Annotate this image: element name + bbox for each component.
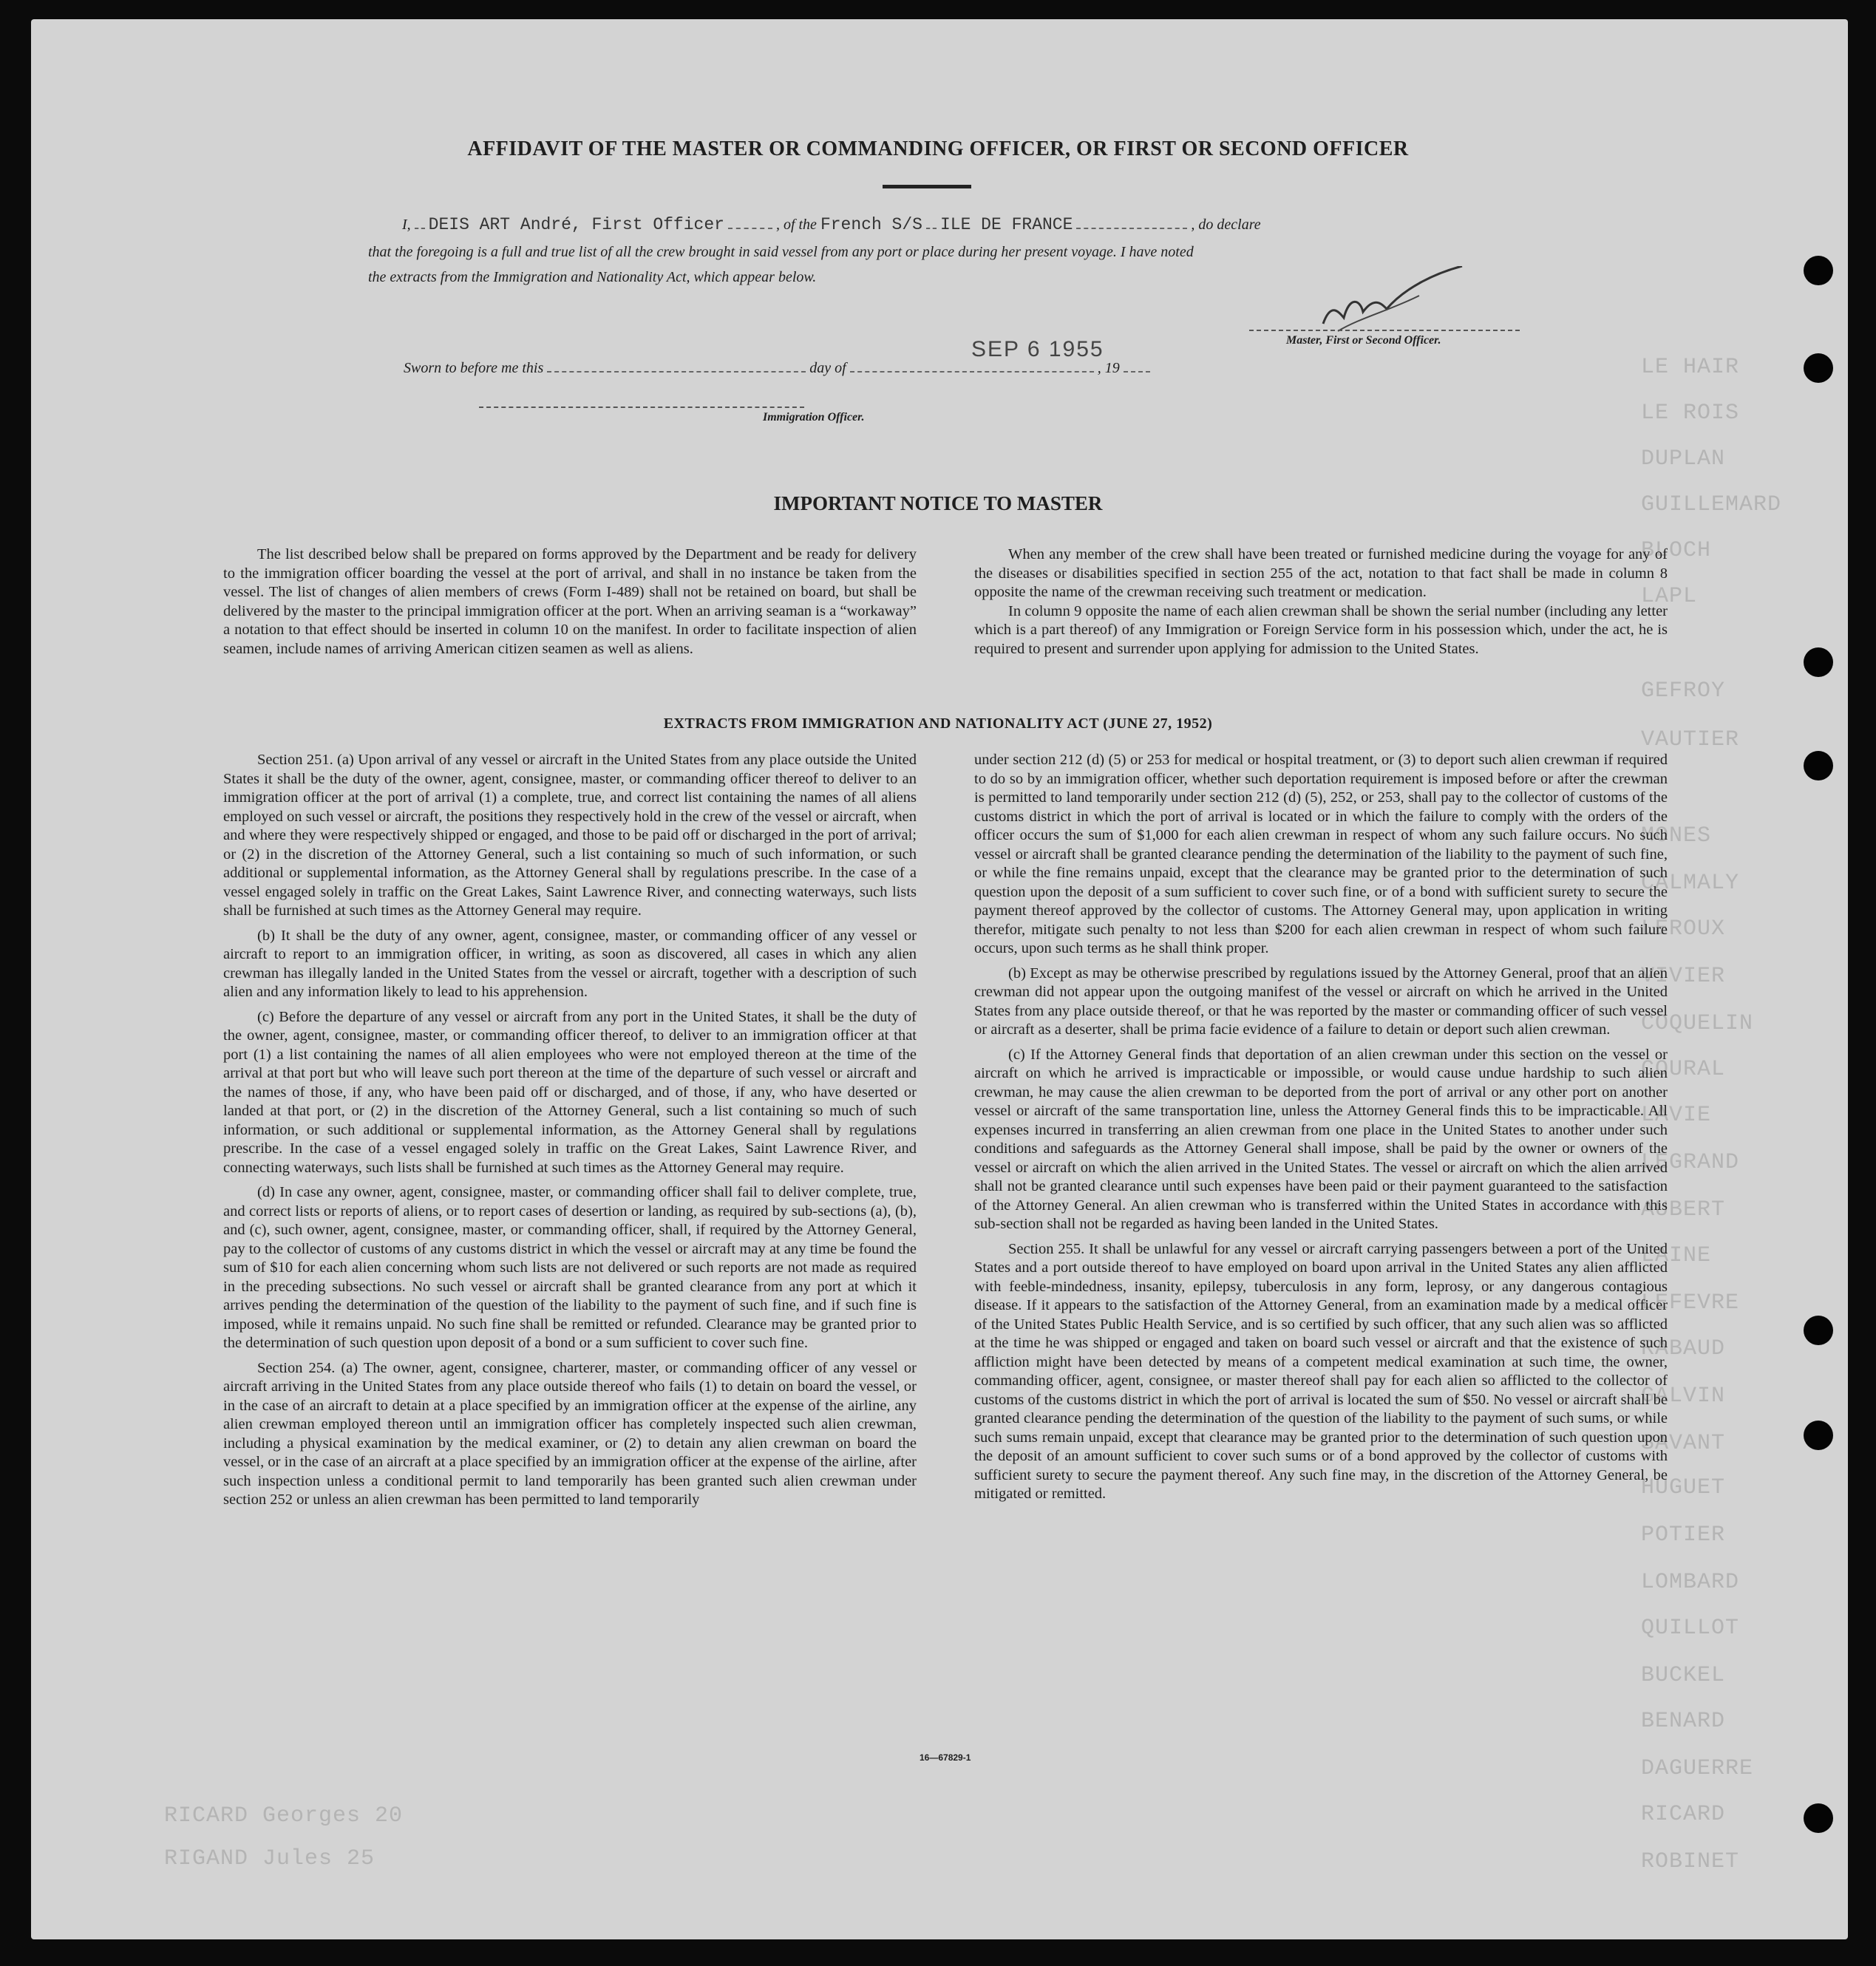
immigration-officer-line — [479, 407, 804, 408]
extract-paragraph: (c) Before the departure of any vessel or aircraft from any port in the United States, it shall be the duty of the owner, agent, consignee, master, or commanding officer thereof, to deliver to an immigration officer at that port (1) a list containing the names of all alien employees who were not employed thereon at the time of the arrival at that port but who will leave such port thereon at the time of the departure of such vessel or aircraft and the names of those, if any, who have been paid off or discharged, and of those, if any, who have deserted or landed at that port, or (2) in the discretion of the Attorney General, such a list containing so much of such information, or such additional or supplemental information, as the Attorney General shall by regulations prescribe. In the case of a vessel engaged solely in traffic on the Great Lakes, Saint Lawrence River, and connecting waterways, such lists shall be furnished at such times as the Attorney General may require. — [223, 1008, 917, 1176]
punch-hole — [1804, 256, 1833, 285]
extract-paragraph: (c) If the Attorney General finds that deportation of an alien crewman under this section on the vessel or aircraft on which he arrived is impracticable or impossible, or would cause undue hardship to such alien crewman, he may cause the alien crewman to be deported from the port of arrival or any other port on another vessel or aircraft of the same transportation line, unless the Attorney General finds this to be impracticable. All expenses incurred in transferring an alien crewman from one place in the United States to another under such conditions and safeguards as the Attorney General shall impose, shall be paid by the owner or owners of the vessel or aircraft on which the alien arrived in the United States. The vessel or aircraft on which the alien arrived shall not be granted clearance until such expenses have been paid or their payment guaranteed to the satisfaction of the Attorney General. An alien crewman who is transferred within the United States in accordance with this sub-section shall not be regarded as having been landed in the United States. — [974, 1046, 1668, 1232]
declaration-line — [402, 214, 1261, 234]
punch-hole — [1804, 1421, 1833, 1450]
year-label: , 19 — [1097, 360, 1120, 376]
notice-right-column — [974, 545, 1668, 664]
extracts-left-column — [223, 751, 917, 1516]
notice-left-column — [223, 545, 917, 664]
affidavit-title: AFFIDAVIT OF THE MASTER OR COMMANDING OFFICER, OR FIRST OR SECOND OFFICER — [467, 137, 1409, 160]
declaration-line-3: the extracts from the Immigration and Nationality Act, which appear below. — [368, 269, 817, 285]
declaration-prefix: I, — [402, 217, 411, 233]
notice-paragraph: In column 9 opposite the name of each alien crewman shall be shown the serial number (including any letter which is a part thereof) of any Immigration or Foreign Service form in his possession which, under the act, he is required to present and surrender upon applying for admission to the United States. — [974, 602, 1668, 657]
extract-paragraph: (d) In case any owner, agent, consignee, master, or commanding officer shall fail to deliver complete, true, and correct lists or reports of aliens, or to report cases of desertion or landing, as required by sub-sections (a), (b), and (c), such owner, agent, consignee, master, or commanding officer, shall, if required by the Attorney General, pay to the collector of customs of any customs district in which the vessel or aircraft may at any time be found the sum of $10 for each alien concerning whom such lists are not delivered or such reports are not made as required in the preceding subsections. No such vessel or aircraft shall be granted clearance from any port at which it arrives pending the determination of the question of the liability to the payment of such fine, and if such fine is imposed, while it remains unpaid. No such fine shall be remitted or refunded. Clearance may be granted prior to the determination of such question upon deposit of a bond or a sum sufficient to cover such fine. — [223, 1184, 917, 1351]
punch-hole — [1804, 353, 1833, 383]
punch-hole — [1804, 647, 1833, 677]
notice-paragraph: When any member of the crew shall have been treated or furnished medicine during the voyage for any of the diseases or disabilities specified in section 255 of the act, notation to that fact shall be made in column 8 opposite the name of the crewman receiving such treatment or medication. — [974, 546, 1668, 600]
signature-line — [1249, 330, 1520, 331]
extracts-right-column — [974, 751, 1668, 1510]
title-rule — [883, 185, 971, 188]
extract-paragraph: under section 212 (d) (5) or 253 for medical or hospital treatment, or (3) to deport such alien crewman if required to do so by an immigration officer, whether such deportation requirement is imposed before or after the crewman is permitted to land temporarily under section 212 (d) (5), 252, or 253, shall pay to the collector of customs of the customs district in which the port of arrival is located or in which the failure to comply with the orders of the officer occurs the sum of $1,000 for each alien crewman in respect of whom any such failure occurs. No such vessel or aircraft shall be granted clearance pending the determination of the liability to the payment of such fine, or while the fine remains unpaid, except that the clearance may be granted prior to the determination of such question upon the deposit of a sum sufficient to cover such fine, or of a bond with sufficient surety to secure the payment thereof approved by the collector of customs. The Attorney General may, upon application in writing therefor, mitigate such penalty to not less than $200 for each alien crewman in respect of whom such failure occurs, upon such terms as he shall think proper. — [974, 752, 1668, 956]
day-of-label: day of — [809, 360, 846, 376]
notice-title: IMPORTANT NOTICE TO MASTER — [773, 492, 1103, 514]
officer-name: DEIS ART André, First Officer — [428, 215, 724, 234]
officer-signature — [1316, 266, 1464, 340]
extract-paragraph: (b) It shall be the duty of any owner, agent, consignee, master, or commanding officer of any vessel or aircraft to report to an immigration officer, in writing, as soon as discovered, all cases in which any alien crewman has illegally landed in the United States from the vessel or aircraft, together with a description of such alien and any information likely to lead to his apprehension. — [223, 927, 917, 1000]
extract-paragraph: Section 254. (a) The owner, agent, consignee, charterer, master, or commanding officer of any vessel or aircraft arriving in the United States from any place outside thereof who fails (1) to detain on board the vessel, or in the case of an aircraft to detain at a place specified by an immigration officer at the expense of the airline, any alien crewman employed thereon until an immigration officer has completely inspected such alien crewman, including a physical examination by the medical examiner, or (2) to detain any alien crewman on board the vessel, or in the case of an aircraft at a place specified by an immigration officer at the expense of the airline, after such inspection unless a conditional permit to land temporarily has been granted such alien crewman under section 252 or unless an alien crewman has been permitted to land temporarily — [223, 1359, 917, 1508]
vessel-name: ILE DE FRANCE — [939, 215, 1073, 234]
extract-paragraph: Section 255. It shall be unlawful for any vessel or aircraft carrying passengers between a port of the United States and a port outside thereof to have employed on board upon arrival in the United States any alien afflicted with feeble-mindedness, insanity, epilepsy, tuberculosis in any form, leprosy, or any dangerous contagious disease. If it appears to the satisfaction of the Attorney General, from an examination made by a medical officer of the United States Public Health Service, and is so certified by such officer, that any such alien was so afflicted at the time he was shipped or engaged and taken on board such vessel or aircraft and that the existence of such affliction might have been detected by means of a competent medical examination at such time, the owner, commanding officer, agent, consignee, or master thereof shall pay for each alien so afflicted to the collector of customs of the customs district in which the port of arrival is located the sum of $50. No vessel or aircraft shall be granted clearance pending the determination of the question of the liability to the payment of such sums, or while such sums remain unpaid, except that clearance may be granted prior to the determination of such question upon the deposit of an amount sufficient to cover such sums or of a bond approved by the collector of customs with sufficient surety to secure the payment thereof. Any such fine may, in the discretion of the Attorney General, be mitigated or remitted. — [974, 1240, 1668, 1502]
punch-hole — [1804, 751, 1833, 780]
punch-hole — [1804, 1803, 1833, 1833]
declaration-line-2: that the foregoing is a full and true list of all the crew brought in said vessel from any port or place during her present voyage. I have noted — [368, 244, 1194, 260]
vessel-nationality: French S/S — [820, 215, 922, 234]
extract-paragraph: Section 251. (a) Upon arrival of any vessel or aircraft in the United States from any place outside the United States it shall be the duty of the owner, agent, consignee, master, or commanding officer thereof to deliver to an immigration officer at the port of arrival (1) a complete, true, and correct list containing the names of all aliens employed on such vessel or aircraft, the positions they respectively hold in the crew of the vessel or aircraft, when and where they were respectively shipped or engaged, and those to be paid off or discharged in the port of arrival; or (2) in the discretion of the Attorney General, such a list containing so much of such information, or such additional or supplemental information, as the Attorney General shall by regulations prescribe. In the case of a vessel engaged solely in traffic on the Great Lakes, Saint Lawrence River, and connecting waterways, such lists shall be furnished at such times as the Attorney General may require. — [223, 752, 917, 919]
date-stamp: SEP 6 1955 — [971, 337, 1104, 361]
document-page: LE HAIR LE ROIS DUPLAN GUILLEMARD BLOCH LAPL GEFROY VAUTIER MONES CALMALY LEROUX VIVIER COQUELIN COURAL LAVIE LEGRAND AUBERT LAINE LEFEVRE RABAUD GALVIN SAVANT HUGUET POTIER LOMBARD QUILLOT BUCKEL BENARD DAGUERRE RICARD ROBINET RICARD Georges 20 RIGAND Jules 25 — [31, 19, 1848, 1939]
signature-caption: Master, First or Second Officer. — [1286, 334, 1441, 347]
extract-paragraph: (b) Except as may be otherwise prescribed by regulations issued by the Attorney General, proof that an alien crewman did not appear upon the outgoing manifest of the vessel or aircraft on which he arrived in the United States from any place outside thereof, or that he was reported by the master or commanding officer of such vessel or aircraft as a deserter, shall be prima facie evidence of a failure to detain or deport such alien crewman. — [974, 965, 1668, 1038]
form-code: 16—67829-1 — [920, 1752, 971, 1763]
sworn-label: Sworn to before me this — [404, 360, 544, 376]
notice-paragraph: The list described below shall be prepared on forms approved by the Department and be ready for delivery to the immigration officer boarding the vessel at the port of arrival, and shall in no instance be taken from the vessel. The list of changes of alien members of crews (Form I-489) shall not be retained on board, but shall be delivered by the master to the principal immigration officer at the port. When an arriving seaman is a “workaway” a notation to that effect should be inserted in column 10 on the manifest. In order to facilitate inspection of alien seamen, include names of arriving American citizen seamen as well as aliens. — [223, 546, 917, 657]
immigration-officer-caption: Immigration Officer. — [763, 411, 865, 424]
extracts-title: EXTRACTS FROM IMMIGRATION AND NATIONALITY ACT (JUNE 27, 1952) — [663, 715, 1213, 732]
of-the-label: , of the — [775, 217, 817, 233]
declare-label: , do declare — [1191, 217, 1261, 233]
punch-hole — [1804, 1316, 1833, 1345]
